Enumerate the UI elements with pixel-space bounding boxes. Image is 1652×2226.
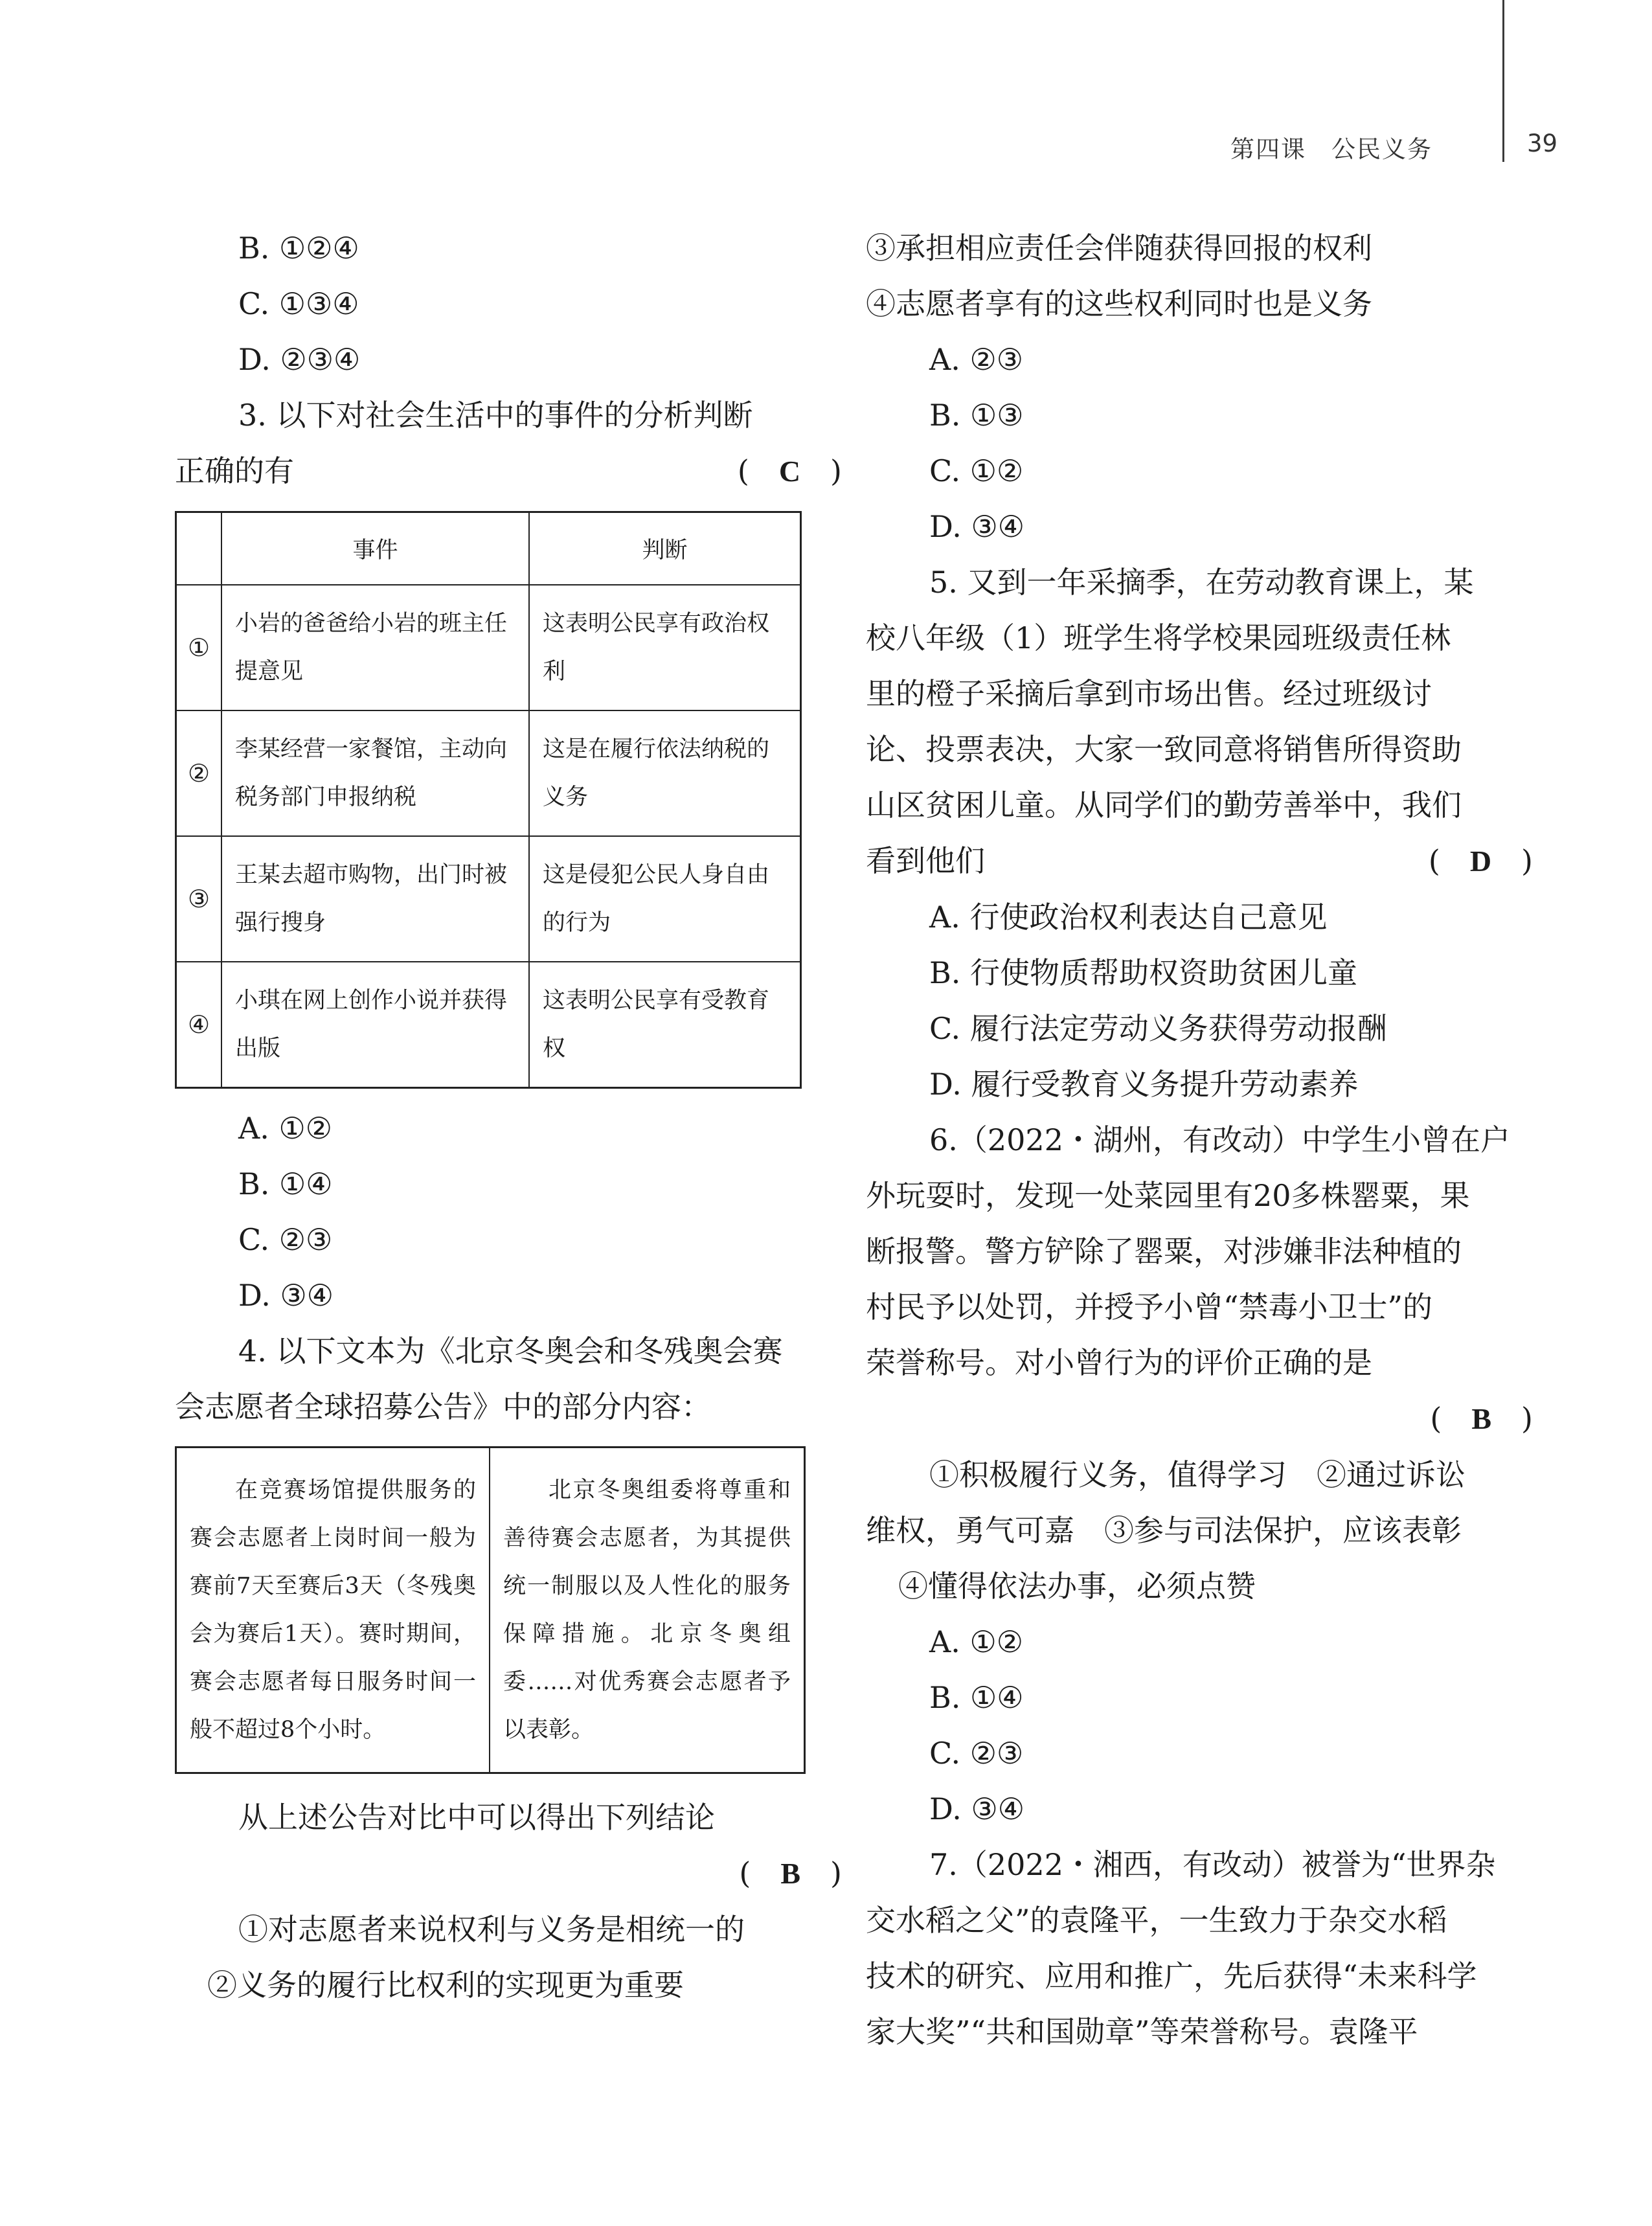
question-6-answer-line: [866, 1391, 1533, 1447]
question-5-answer-line: [866, 833, 1533, 889]
option: B. ①③: [929, 398, 1024, 433]
option: A. ①②: [929, 1624, 1023, 1659]
question-4-stem-cont: 会志愿者全球招募公告》中的部分内容：: [175, 1389, 711, 1424]
question-4-lead: 从上述公告对比中可以得出下列结论: [238, 1800, 715, 1835]
option: C. ①③④: [238, 286, 359, 321]
row-judgement: 这表明公民享有政治权利: [529, 585, 801, 710]
header-rule: [1502, 0, 1504, 162]
option: D. ③④: [929, 1791, 1024, 1826]
statement: ②义务的履行比权利的实现更为重要: [207, 1968, 684, 2003]
answer-letter: B: [1471, 1402, 1492, 1435]
question-5-line: 5. 又到一年采摘季，在劳动教育课上，某: [929, 565, 1474, 600]
table-header-row: [176, 512, 801, 585]
option: A. ①②: [238, 1111, 332, 1146]
statement: 维权，勇气可嘉 ③参与司法保护，应该表彰: [866, 1513, 1462, 1548]
row-judgement: 这是在履行依法纳税的义务: [529, 710, 801, 836]
notice-right-text: 北京冬奥组委将尊重和善待赛会志愿者，为其提供统一制服以及人性化的服务保障措施。北京冬奥组委……对优秀赛会志愿者予以表彰。: [503, 1477, 791, 1743]
answer-letter: C: [778, 455, 801, 488]
table-header-event: 事件: [221, 512, 529, 585]
table-header-blank: [176, 512, 222, 585]
answer-paren: ( B ): [1430, 1401, 1533, 1436]
table-row: [176, 962, 801, 1088]
row-number: ③: [176, 836, 222, 962]
row-event: 小琪在网上创作小说并获得出版: [221, 962, 529, 1088]
row-judgement: 这是侵犯公民人身自由的行为: [529, 836, 801, 962]
question-7-line: 家大奖”“共和国勋章”等荣誉称号。袁隆平: [866, 2014, 1418, 2049]
option: B. 行使物质帮助权资助贫困儿童: [929, 955, 1358, 990]
question-7-line: 技术的研究、应用和推广，先后获得“未来科学: [866, 1959, 1477, 1993]
question-6-line: 村民予以处罚，并授予小曾“禁毒小卫士”的: [866, 1289, 1433, 1324]
row-number: ②: [176, 710, 222, 836]
option: B. ①④: [929, 1680, 1024, 1715]
row-event: 王某去超市购物，出门时被强行搜身: [221, 836, 529, 962]
answer-paren: ( C ): [737, 453, 842, 488]
running-head: 第四课 公民义务: [1230, 135, 1432, 163]
question-5-line: 校八年级（1）班学生将学校果园班级责任林: [866, 620, 1451, 655]
option: C. 履行法定劳动义务获得劳动报酬: [929, 1011, 1387, 1046]
statement: ④懂得依法办事，必须点赞: [898, 1569, 1256, 1604]
table-row: [176, 710, 801, 836]
question-6-line: 荣誉称号。对小曾行为的评价正确的是: [866, 1345, 1372, 1380]
option: C. ①②: [929, 453, 1024, 488]
answer-letter: B: [780, 1857, 801, 1890]
question-5-line: 山区贫困儿童。从同学们的勤劳善举中，我们: [866, 788, 1462, 823]
event-table: [175, 511, 802, 1089]
statement: ③承担相应责任会伴随获得回报的权利: [866, 231, 1372, 266]
option: D. ③④: [238, 1278, 334, 1313]
question-6-line: 外玩耍时，发现一处菜园里有20多株罂粟，果: [866, 1178, 1470, 1213]
row-judgement: 这表明公民享有受教育权: [529, 962, 801, 1088]
option: A. ②③: [929, 342, 1023, 377]
table-row: [176, 585, 801, 710]
question-6-line: 断报警。警方铲除了罂粟，对涉嫌非法种植的: [866, 1234, 1462, 1269]
answer-paren: ( D ): [1428, 843, 1533, 878]
statement: ④志愿者享有的这些权利同时也是义务: [866, 286, 1372, 321]
statement: ①积极履行义务，值得学习 ②通过诉讼: [929, 1457, 1465, 1492]
notice-excerpt-box: [175, 1446, 806, 1774]
option: B. ①②④: [238, 231, 359, 266]
left-column: [175, 220, 842, 2013]
question-4-stem: 4. 以下文本为《北京冬奥会和冬残奥会赛: [238, 1334, 783, 1369]
option: B. ①④: [238, 1166, 333, 1201]
question-3-stem-cont: 正确的有: [175, 453, 294, 488]
option: C. ②③: [238, 1222, 333, 1257]
row-event: 小岩的爸爸给小岩的班主任提意见: [221, 585, 529, 710]
question-3-answer-line: [175, 443, 842, 499]
option: D. 履行受教育义务提升劳动素养: [929, 1067, 1359, 1102]
page-number: 39: [1527, 130, 1558, 157]
option: D. ②③④: [238, 342, 361, 377]
right-column: [866, 220, 1533, 2060]
question-5-line: 看到他们: [866, 843, 985, 878]
option: C. ②③: [929, 1736, 1024, 1771]
option: A. 行使政治权利表达自己意见: [929, 900, 1328, 935]
statement: ①对志愿者来说权利与义务是相统一的: [238, 1912, 745, 1947]
table-row: [176, 836, 801, 962]
row-event: 李某经营一家餐馆，主动向税务部门申报纳税: [221, 710, 529, 836]
question-4-answer-line: [175, 1845, 842, 1902]
table-header-judgement: 判断: [529, 512, 801, 585]
question-7-line: 7.（2022・湘西，有改动）被誉为“世界杂: [929, 1847, 1496, 1882]
question-5-line: 里的橙子采摘后拿到市场出售。经过班级讨: [866, 676, 1432, 711]
option: D. ③④: [929, 509, 1024, 544]
answer-paren: ( B ): [739, 1856, 842, 1891]
question-6-line: 6.（2022・湖州，有改动）中学生小曾在户: [929, 1122, 1510, 1157]
row-number: ①: [176, 585, 222, 710]
question-5-line: 论、投票表决，大家一致同意将销售所得资助: [866, 732, 1462, 767]
question-3-stem: 3. 以下对社会生活中的事件的分析判断: [238, 398, 753, 433]
question-7-line: 交水稻之父”的袁隆平，一生致力于杂交水稻: [866, 1903, 1447, 1938]
answer-letter: D: [1469, 845, 1492, 878]
notice-left-text: 在竞赛场馆提供服务的赛会志愿者上岗时间一般为赛前7天至赛后3天（冬残奥会为赛后1天）。赛时期间，赛会志愿者每日服务时间一般不超过8个小时。: [177, 1448, 490, 1772]
row-number: ④: [176, 962, 222, 1088]
